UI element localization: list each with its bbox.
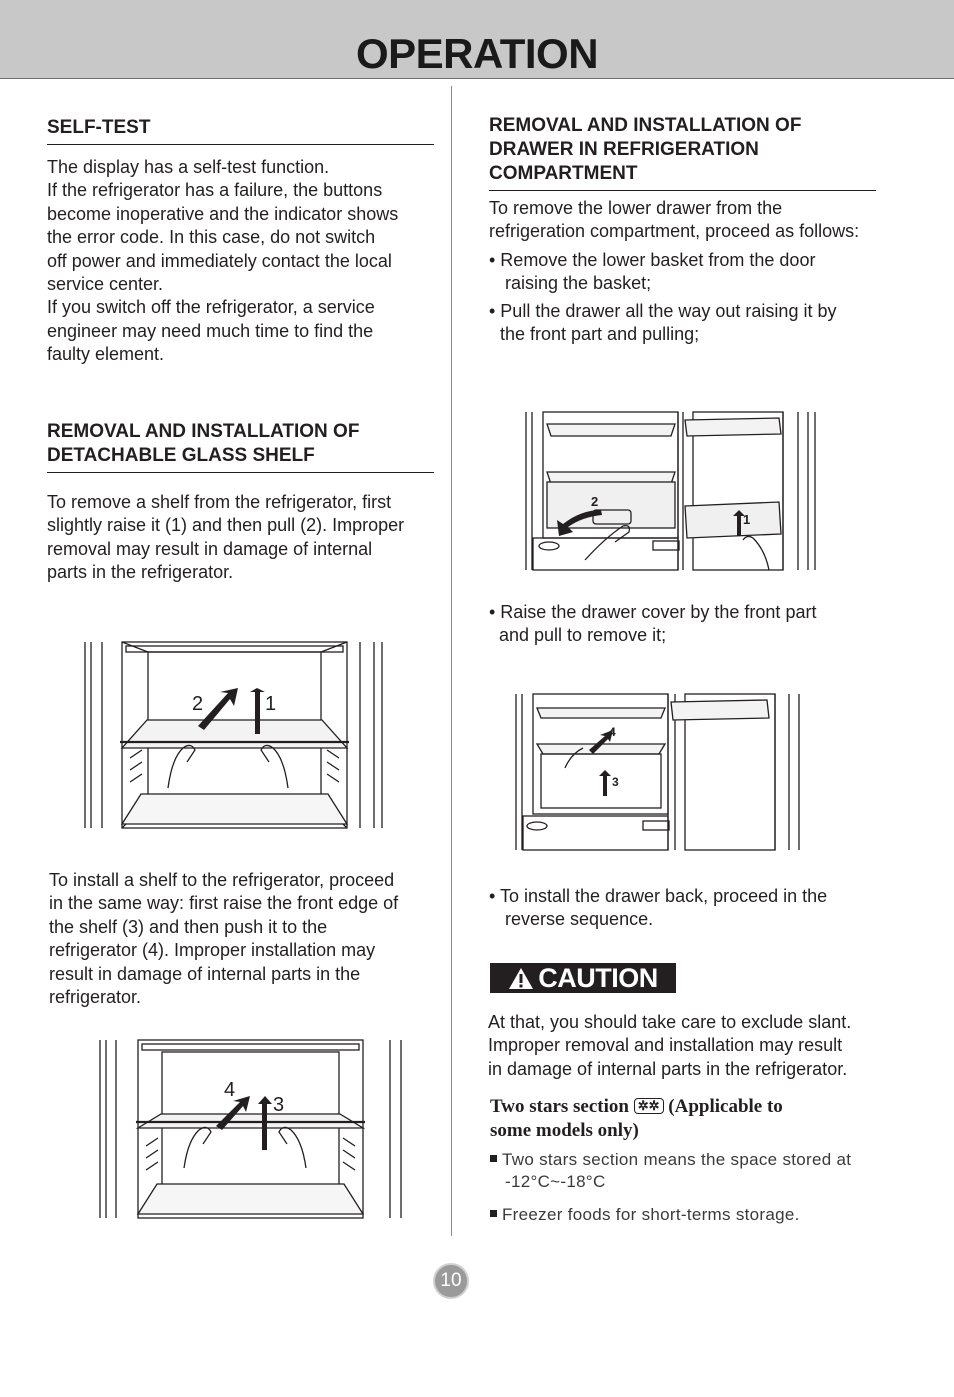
two-stars-item-1: Two stars section means the space stored at -12°C~-18°C <box>490 1149 851 1193</box>
drawer-removal-illustration <box>523 410 821 572</box>
caution-text: At that, you should take care to exclude slant. Improper removal and installation may result in damage of internal parts in the refrigerator. <box>488 1012 852 1079</box>
fig1-label-2: 2 <box>192 693 204 715</box>
fig4-label-4: 4 <box>609 725 616 739</box>
fig1-label-1: 1 <box>265 693 277 715</box>
warning-icon <box>508 966 534 990</box>
page-title: OPERATION <box>355 30 599 77</box>
shelf-installation-illustration <box>96 1038 408 1223</box>
two-stars-heading: Two stars section ✲✲ (Applicable to some models only) <box>490 1096 783 1141</box>
drawer-heading: REMOVAL AND INSTALLATION OF DRAWER IN REFRIGERATION COMPARTMENT <box>489 114 876 191</box>
drawer-cover-illustration <box>513 692 805 852</box>
fig3-label-1: 1 <box>743 512 751 527</box>
drawer-step-2: • Pull the drawer all the way out raising it by the front part and pulling; <box>489 301 837 344</box>
drawer-step-3: • Raise the drawer cover by the front part and pull to remove it; <box>489 602 817 645</box>
shelf-removal-illustration <box>80 638 390 833</box>
caution-label: CAUTION <box>538 962 658 993</box>
caution-banner <box>490 963 676 993</box>
fig3-label-2: 2 <box>591 494 599 509</box>
two-stars-symbol: ✲✲ <box>634 1098 664 1114</box>
page-number: 10 <box>433 1263 469 1299</box>
fig4-label-3: 3 <box>612 775 619 789</box>
two-stars-item-2: Freezer foods for short-terms storage. <box>490 1204 800 1226</box>
square-bullet-icon <box>490 1155 497 1162</box>
shelf-install-text: To install a shelf to the refrigerator, proceed in the same way: first raise the front edge of the shelf (3) and then push it to the refrigerator (4). Improper installation may result in damage of internal parts in the refrigerator. <box>49 870 399 1008</box>
page-header <box>0 0 954 79</box>
fig2-label-4: 4 <box>224 1079 236 1101</box>
self-test-text: The display has a self-test function. If the refrigerator has a failure, the buttons become inoperative and the indicator shows the error code. In this case, do not switch off power and immediately contact the local service center. If you switch off the refrigerator, a service engineer may need much time to find the faulty element. <box>47 157 399 365</box>
fig2-label-3: 3 <box>273 1094 285 1116</box>
drawer-step-4: • To install the drawer back, proceed in the reverse sequence. <box>489 886 828 929</box>
drawer-step-1: • Remove the lower basket from the door raising the basket; <box>489 250 816 293</box>
drawer-intro-text: To remove the lower drawer from the refrigeration compartment, proceed as follows: <box>489 198 860 242</box>
glass-shelf-heading: REMOVAL AND INSTALLATION OF DETACHABLE GLASS SHELF <box>47 420 434 473</box>
shelf-remove-text: To remove a shelf from the refrigerator, first slightly raise it (1) and then pull (2). Improper removal may result in damage of internal parts in the refrigerator. <box>47 492 405 583</box>
column-divider <box>451 86 452 1236</box>
self-test-heading: SELF-TEST <box>47 116 434 145</box>
square-bullet-icon <box>490 1210 497 1217</box>
